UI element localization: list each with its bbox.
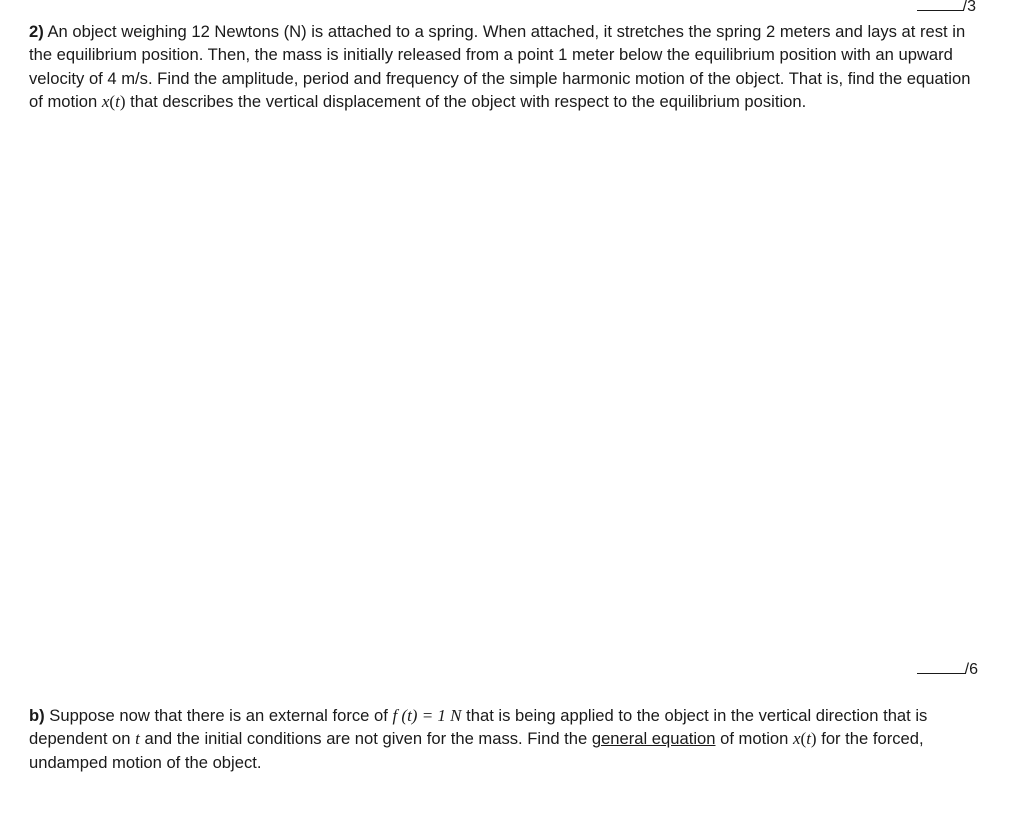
- question-number: b): [29, 706, 45, 725]
- question-text: for the forced, undamped motion of the object.: [29, 729, 924, 772]
- math-variable-t: t: [135, 729, 140, 749]
- score-total: /3: [962, 0, 976, 15]
- math-expression-x-of-t: x(t): [101, 92, 126, 112]
- question-text: An object weighing 12 Newtons (N) is attached to a spring. When attached, it stretches the spring 2 meters and lays at rest in the equilibrium position. Then, the mass is initially released from a point 1 meter below the equilibrium position with an upward velocity of 4 m/s. Find the amplitude, period and frequency of the simple harmonic motion of the object. That is, find the equation of motion: [29, 22, 971, 112]
- underlined-term: general equation: [591, 729, 716, 749]
- score-mark-part-a: [917, 0, 976, 16]
- question-2b: [29, 704, 979, 774]
- question-text: and the initial conditions are not given for the mass. Find the: [139, 729, 592, 749]
- question-text-continued: that describes the vertical displacement of the object with respect to the equilibrium position.: [125, 92, 807, 112]
- math-expression-force: f (t) = 1 N: [392, 706, 462, 725]
- math-expression-x-of-t: x(t): [792, 729, 817, 749]
- question-number: 2): [29, 22, 44, 41]
- score-total: /6: [964, 661, 978, 678]
- question-text: that is being applied to the object in the vertical direction that is dependent on: [29, 706, 928, 749]
- score-blank-line: [917, 0, 963, 11]
- question-text: Suppose now that there is an external force of: [44, 706, 393, 725]
- question-text: of motion: [715, 729, 793, 749]
- score-blank-line: [917, 659, 965, 674]
- score-mark-part-b: [917, 659, 978, 679]
- question-2: [29, 20, 979, 114]
